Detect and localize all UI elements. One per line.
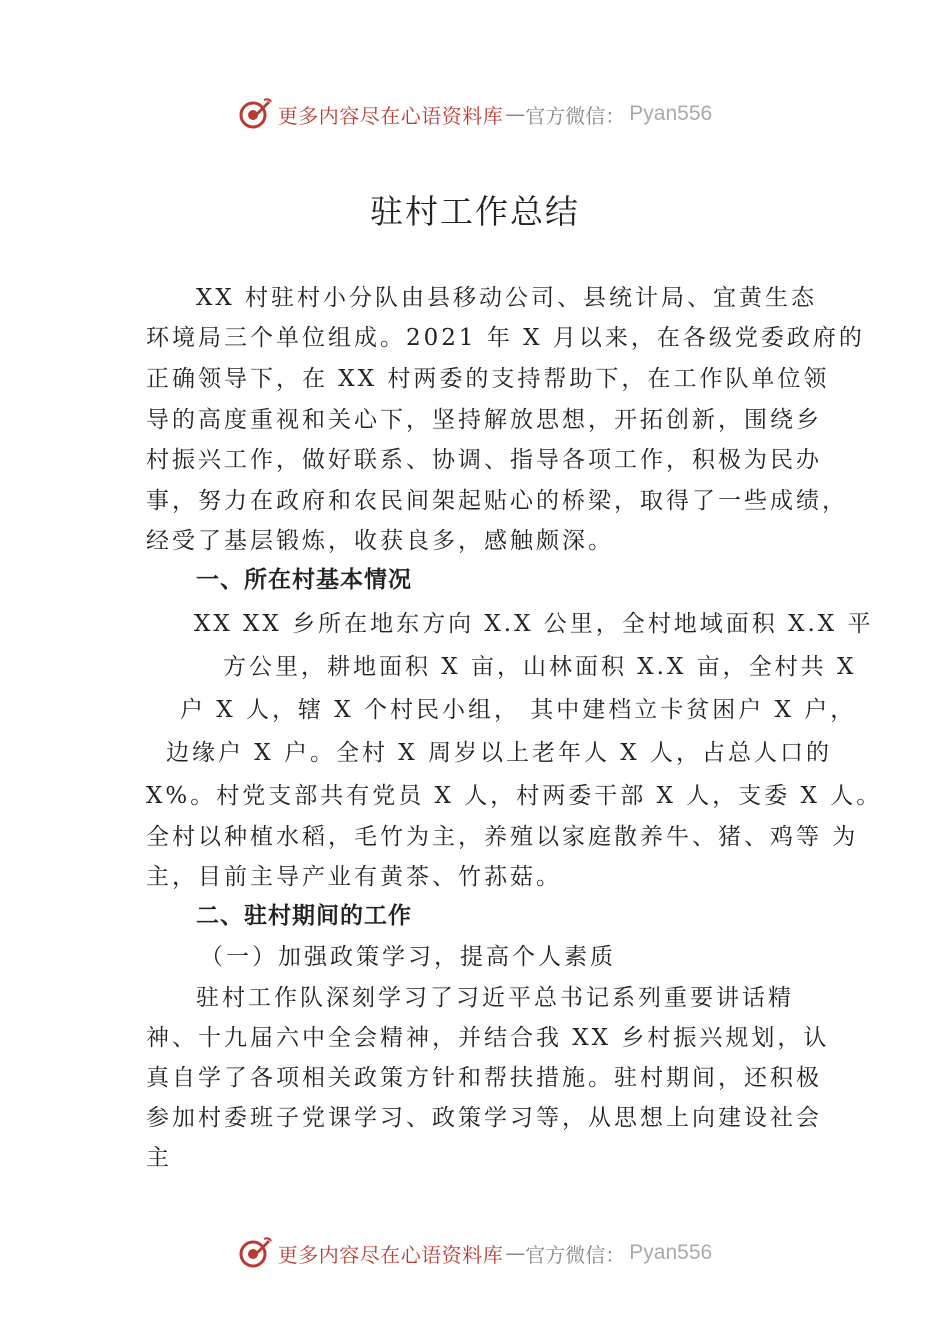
watermark-separator: — [505,102,526,126]
paragraph-line: XX XX 乡所在地东方向 X.X 公里，全村地域面积 X.X 平 [194,611,874,637]
paragraph-line: 方公里，耕地面积 X 亩，山林面积 X.X 亩，全村共 X [223,654,857,680]
paragraph-line: 参加村委班子党课学习、政策学习等，从思想上向建设社会 [146,1105,822,1131]
wechat-id: Pyan556 [629,1241,713,1264]
subsection-heading-1: （一）加强政策学习，提高个人素质 [200,944,616,970]
document-title: 驻村工作总结 [370,192,580,231]
paragraph-line: 事，努力在政府和农民间架起贴心的桥梁，取得了一些成绩， [146,488,848,514]
paragraph-line: 经受了基层锻炼，收获良多，感触颇深。 [146,528,614,554]
pen-logo-icon [238,97,272,131]
watermark-text: 更多内容尽在心语资料库 [277,1242,504,1267]
paragraph-line: 主 [146,1145,172,1171]
paragraph-line: 导的高度重视和关心下，坚持解放思想，开拓创新，围绕乡 [146,407,822,433]
wechat-label: 官方微信： [525,1242,626,1267]
pen-logo-icon [238,1236,272,1270]
paragraph-line: XX 村驻村小分队由县移动公司、县统计局、宜黄生态 [196,285,818,311]
paragraph-line: 驻村工作队深刻学习了习近平总书记系列重要讲话精 [196,985,794,1011]
paragraph-line: X%。村党支部共有党员 X 人，村两委干部 X 人，支委 X 人。 [146,783,883,809]
footer-watermark-banner [0,1233,950,1273]
wechat-label: 官方微信： [525,103,626,128]
paragraph-line: 户 X 人，辖 X 个村民小组， 其中建档立卡贫困户 X 户， [180,697,857,723]
paragraph-line: 环境局三个单位组成。2021 年 X 月以来，在各级党委政府的 [146,325,865,351]
header-watermark-banner [0,94,950,134]
section-heading-2: 二、驻村期间的工作 [196,903,412,929]
paragraph-line: 神、十九届六中全会精神，并结合我 XX 乡村振兴规划，认 [146,1025,830,1051]
wechat-id: Pyan556 [629,102,713,125]
paragraph-line: 主，目前主导产业有黄茶、竹荪菇。 [146,864,562,890]
paragraph-line: 真自学了各项相关政策方针和帮扶措施。驻村期间，还积极 [146,1065,822,1091]
paragraph-line: 村振兴工作，做好联系、协调、指导各项工作，积极为民办 [146,447,822,473]
paragraph-line: 全村以种植水稻，毛竹为主，养殖以家庭散养牛、猪、鸡等 为 [146,824,859,850]
paragraph-line: 边缘户 X 户。全村 X 周岁以上老年人 X 人，占总人口的 [166,740,832,766]
section-heading-1: 一、所在村基本情况 [196,567,412,593]
watermark-text: 更多内容尽在心语资料库 [277,103,504,128]
watermark-separator: — [505,1241,526,1265]
paragraph-line: 正确领导下，在 XX 村两委的支持帮助下，在工作队单位领 [146,366,830,392]
